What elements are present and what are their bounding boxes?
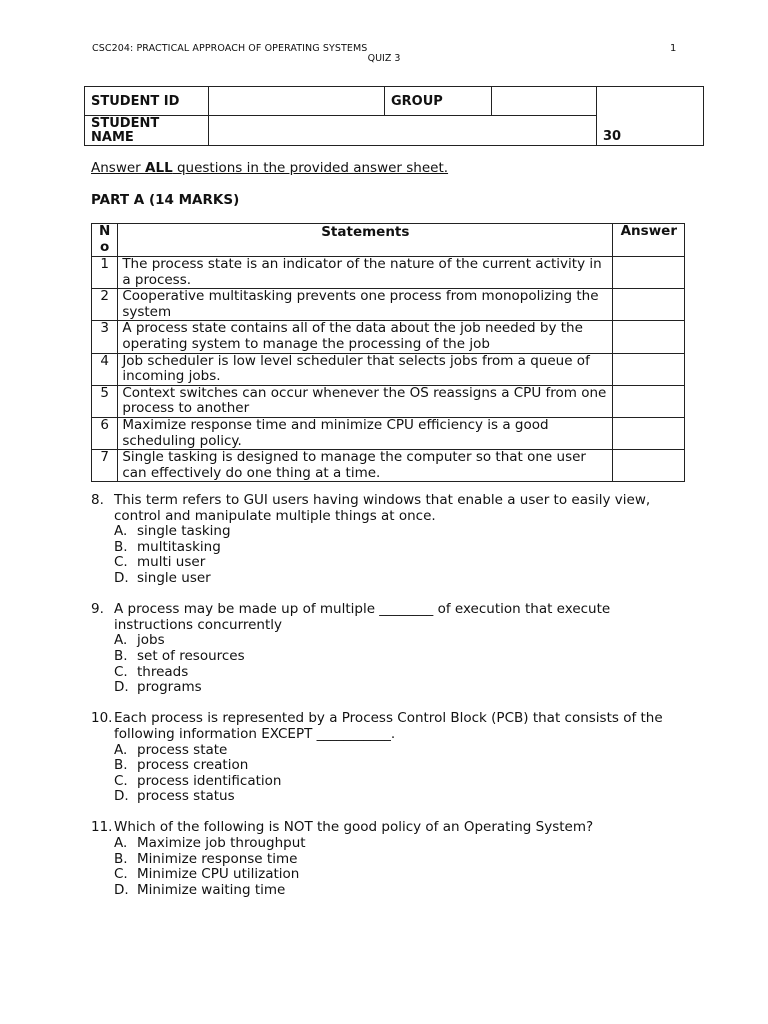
- option-text: process status: [137, 788, 235, 805]
- option-text: multitasking: [137, 538, 221, 555]
- question-number: 11.: [91, 819, 113, 836]
- statement-number: 3: [92, 321, 118, 353]
- option-letter: D.: [114, 569, 129, 586]
- option-letter: A.: [114, 835, 128, 852]
- question-text: This term refers to GUI users having windows that enable a user to easily view, control and manipulate multiple things at once.: [114, 492, 651, 524]
- statement-text: Job scheduler is low level scheduler that selects jobs from a queue of incoming jobs.: [118, 353, 613, 385]
- statements-header: Statements: [118, 224, 613, 257]
- header-quiz-label: QUIZ 3: [367, 53, 401, 64]
- option-letter: B.: [114, 757, 128, 774]
- statements-table: [91, 223, 685, 482]
- answer-option[interactable]: [114, 743, 691, 759]
- option-text: jobs: [137, 632, 165, 649]
- statement-number: 1: [92, 257, 118, 289]
- statement-number: 6: [92, 417, 118, 449]
- option-letter: B.: [114, 850, 128, 867]
- student-name-field[interactable]: [209, 116, 597, 146]
- total-marks: 30: [597, 87, 704, 146]
- answer-option[interactable]: [114, 555, 691, 571]
- part-a-title: PART A (14 MARKS): [91, 192, 240, 208]
- question-text: Each process is represented by a Process Control Block (PCB) that consists of the following information EXCEPT ___________.: [114, 710, 663, 742]
- option-letter: C.: [114, 663, 128, 680]
- student-id-label: STUDENT ID: [85, 87, 209, 116]
- statement-row: [92, 257, 685, 289]
- question-number: 9.: [91, 601, 104, 618]
- statement-row: [92, 417, 685, 449]
- question-item: [91, 493, 691, 587]
- instruction-bold: ALL: [145, 160, 173, 176]
- option-text: programs: [137, 679, 202, 696]
- statement-row: [92, 321, 685, 353]
- answer-option[interactable]: [114, 540, 691, 556]
- option-letter: A.: [114, 632, 128, 649]
- answer-option[interactable]: [114, 789, 691, 805]
- option-letter: D.: [114, 788, 129, 805]
- option-text: Minimize CPU utilization: [137, 866, 300, 883]
- statement-number: 5: [92, 385, 118, 417]
- answer-cell[interactable]: [613, 417, 685, 449]
- option-letter: D.: [114, 679, 129, 696]
- question-item: [91, 602, 691, 696]
- statement-row: [92, 450, 685, 482]
- option-letter: C.: [114, 866, 128, 883]
- answer-option[interactable]: [114, 665, 691, 681]
- option-letter: D.: [114, 881, 129, 898]
- instruction-prefix: Answer: [91, 160, 146, 176]
- answer-option[interactable]: [114, 774, 691, 790]
- header-page-number: 1: [670, 43, 677, 54]
- answer-option[interactable]: [114, 571, 691, 587]
- answer-option[interactable]: [114, 883, 691, 899]
- instruction-line: [91, 160, 448, 176]
- option-letter: B.: [114, 647, 128, 664]
- answer-cell[interactable]: [613, 289, 685, 321]
- statement-text: Cooperative multitasking prevents one process from monopolizing the system: [118, 289, 613, 321]
- group-field[interactable]: [492, 87, 597, 116]
- answer-cell[interactable]: [613, 385, 685, 417]
- answer-cell[interactable]: [613, 321, 685, 353]
- header-course-title: CSC204: PRACTICAL APPROACH OF OPERATING SYSTEMS: [92, 43, 368, 54]
- statement-row: [92, 289, 685, 321]
- answer-header: Answer: [613, 224, 685, 257]
- statement-row: [92, 385, 685, 417]
- option-text: Minimize waiting time: [137, 881, 286, 898]
- answer-option[interactable]: [114, 524, 691, 540]
- answer-option[interactable]: [114, 649, 691, 665]
- question-item: [91, 820, 691, 898]
- student-name-label: STUDENT NAME: [85, 116, 209, 146]
- answer-option[interactable]: [114, 680, 691, 696]
- statement-number: 4: [92, 353, 118, 385]
- answer-option[interactable]: [114, 758, 691, 774]
- option-text: process state: [137, 741, 228, 758]
- answer-cell[interactable]: [613, 450, 685, 482]
- option-text: Minimize response time: [137, 850, 298, 867]
- option-letter: A.: [114, 523, 128, 540]
- option-text: Maximize job throughput: [137, 835, 306, 852]
- question-number: 8.: [91, 492, 104, 508]
- option-letter: B.: [114, 538, 128, 555]
- answer-cell[interactable]: [613, 257, 685, 289]
- answer-cell[interactable]: [613, 353, 685, 385]
- statement-text: Maximize response time and minimize CPU efficiency is a good scheduling policy.: [118, 417, 613, 449]
- answer-option[interactable]: [114, 852, 691, 868]
- option-text: process identification: [137, 772, 282, 789]
- option-text: threads: [137, 663, 189, 680]
- instruction-suffix: questions in the provided answer sheet.: [172, 160, 449, 176]
- statement-number: 7: [92, 450, 118, 482]
- question-item: [91, 711, 691, 805]
- option-text: process creation: [137, 757, 249, 774]
- questions-section: [91, 493, 691, 914]
- option-letter: C.: [114, 554, 128, 571]
- option-text: single tasking: [137, 523, 231, 540]
- statement-text: The process state is an indicator of the nature of the current activity in a process.: [118, 257, 613, 289]
- answer-option[interactable]: [114, 867, 691, 883]
- statement-text: A process state contains all of the data about the job needed by the operating system to manage the processing of the job: [118, 321, 613, 353]
- question-number: 10.: [91, 710, 113, 727]
- statement-number: 2: [92, 289, 118, 321]
- option-text: set of resources: [137, 647, 245, 664]
- no-header: No: [92, 224, 118, 257]
- student-id-field[interactable]: [209, 87, 385, 116]
- statement-row: [92, 353, 685, 385]
- question-text: A process may be made up of multiple ________ of execution that execute instructions concurrently: [114, 601, 611, 633]
- option-letter: A.: [114, 741, 128, 758]
- student-info-table: [84, 86, 704, 146]
- answer-option[interactable]: [114, 836, 691, 852]
- statement-text: Single tasking is designed to manage the computer so that one user can effectively do one thing at a time.: [118, 450, 613, 482]
- group-label: GROUP: [385, 87, 492, 116]
- statement-text: Context switches can occur whenever the OS reassigns a CPU from one process to another: [118, 385, 613, 417]
- question-text: Which of the following is NOT the good policy of an Operating System?: [114, 819, 594, 836]
- answer-option[interactable]: [114, 633, 691, 649]
- option-letter: C.: [114, 772, 128, 789]
- option-text: single user: [137, 569, 211, 586]
- option-text: multi user: [137, 554, 206, 571]
